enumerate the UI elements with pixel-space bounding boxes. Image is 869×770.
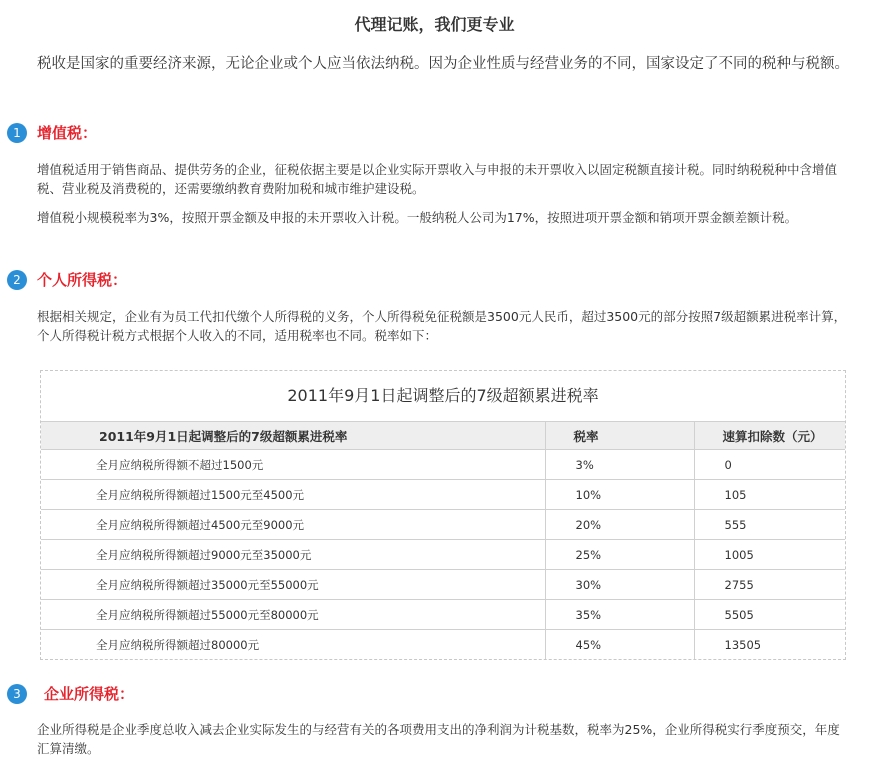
table-row	[41, 540, 845, 570]
corporate-tax-paragraph: 企业所得税是企业季度总收入减去企业实际发生的与经营有关的各项费用支出的净利润为计税基数，税率为25%，企业所得税实行季度预交，年度汇算清缴。	[37, 722, 840, 756]
section-number-badge: 1	[7, 123, 27, 143]
deduction-cell: 1005	[694, 540, 845, 570]
vat-paragraph-1: 增值税适用于销售商品、提供劳务的企业，征税依据主要是以企业实际开票收入与申报的未开票收入以固定税额直接计税。同时纳税税种中含增值税、营业税及消费税的，还需要缴纳教育费附加税和城市维护建设税。	[37, 162, 838, 196]
bracket-cell: 全月应纳税所得额超过80000元	[41, 630, 545, 660]
table-row	[41, 480, 845, 510]
bracket-cell: 全月应纳税所得额超过9000元至35000元	[41, 540, 545, 570]
bracket-cell: 全月应纳税所得额超过35000元至55000元	[41, 570, 545, 600]
bracket-cell: 全月应纳税所得额超过1500元至4500元	[41, 480, 545, 510]
tax-rate-table-box	[40, 370, 846, 660]
section-number-badge: 2	[7, 270, 27, 290]
column-header-bracket: 2011年9月1日起调整后的7级超额累进税率	[41, 422, 545, 450]
rate-cell: 25%	[545, 540, 694, 570]
tax-rate-table	[41, 422, 845, 659]
section-title: 个人所得税：	[37, 271, 128, 289]
bracket-cell: 全月应纳税所得额不超过1500元	[41, 450, 545, 480]
intro-paragraph: 税收是国家的重要经济来源，无论企业或个人应当依法纳税。因为企业性质与经营业务的不同，国家设定了不同的税种与税额。	[37, 56, 849, 72]
deduction-cell: 5505	[694, 600, 845, 630]
table-row	[41, 600, 845, 630]
vat-paragraph-2: 增值税小规模税率为3%，按照开票金额及申报的未开票收入计税。一般纳税人公司为17%，按照进项开票金额和销项开票金额差额计税。	[37, 210, 798, 225]
rate-cell: 45%	[545, 630, 694, 660]
deduction-cell: 2755	[694, 570, 845, 600]
rate-cell: 30%	[545, 570, 694, 600]
section-title: 增值税：	[37, 124, 98, 142]
section-number-badge: 3	[7, 684, 27, 704]
table-row	[41, 450, 845, 480]
table-row	[41, 570, 845, 600]
table-header-row	[41, 422, 845, 450]
column-header-deduction: 速算扣除数（元）	[694, 422, 845, 450]
deduction-cell: 13505	[724, 637, 762, 652]
table-row	[41, 510, 845, 540]
section-title: 企业所得税：	[44, 685, 135, 703]
table-caption: 2011年9月1日起调整后的7级超额累进税率	[41, 371, 845, 422]
bracket-cell: 全月应纳税所得额超过4500元至9000元	[41, 510, 545, 540]
deduction-cell: 555	[694, 510, 845, 540]
bracket-cell: 全月应纳税所得额超过55000元至80000元	[41, 600, 545, 630]
rate-cell: 3%	[545, 450, 694, 480]
rate-cell: 10%	[545, 480, 694, 510]
deduction-cell: 0	[694, 450, 845, 480]
rate-cell: 35%	[545, 600, 694, 630]
table-row	[41, 630, 845, 660]
income-tax-paragraph: 根据相关规定，企业有为员工代扣代缴个人所得税的义务，个人所得税免征税额是3500元人民币，超过3500元的部分按照7级超额累进税率计算，个人所得税计税方式根据个人收入的不同，适用税率也不同。税率如下：	[37, 309, 847, 343]
column-header-rate: 税率	[545, 422, 694, 450]
deduction-cell: 105	[694, 480, 845, 510]
rate-cell: 20%	[545, 510, 694, 540]
page-title: 代理记账，我们更专业	[354, 15, 515, 34]
